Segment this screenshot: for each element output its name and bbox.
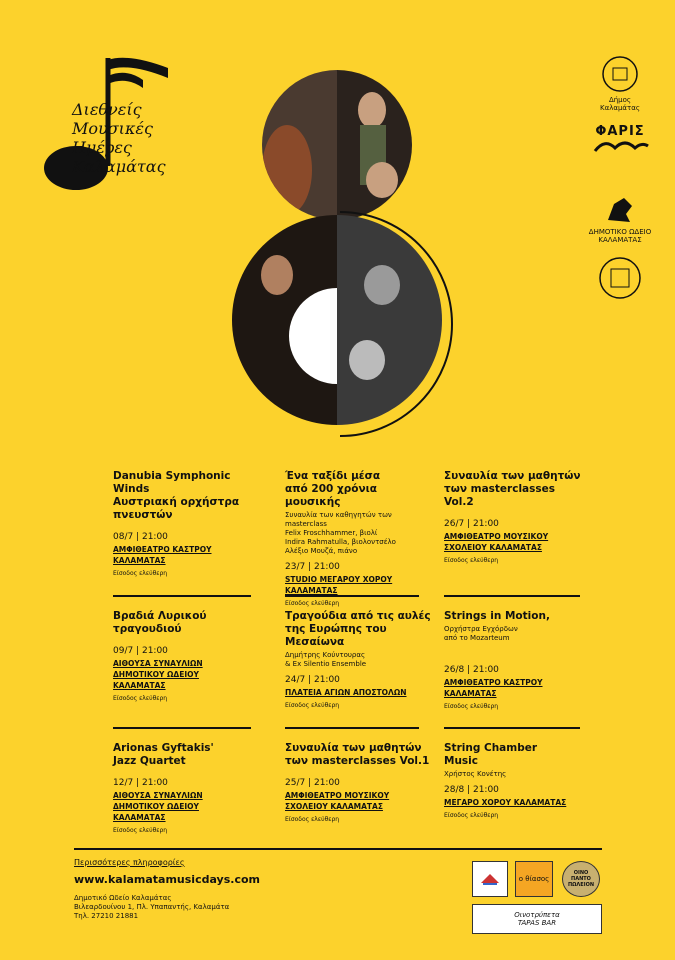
bottom-sponsor-1 bbox=[472, 861, 508, 897]
event-title: Συναυλία των μαθητών των masterclasses Vol.1 bbox=[285, 742, 430, 767]
event-venue: STUDIO ΜΕΓΑΡΟΥ ΧΟΡΟΥ ΚΑΛΑΜΑΤΑΣ bbox=[285, 575, 393, 595]
event-title: Βραδιά Λυρικού τραγουδιού bbox=[113, 610, 207, 635]
event-description: Δημήτρης Κούντουρας & Ex Silentio Ensemble bbox=[285, 651, 367, 668]
event-card bbox=[113, 470, 253, 577]
event-entry: Είσοδος ελεύθερη bbox=[285, 702, 340, 709]
association-seal-icon bbox=[597, 255, 643, 301]
event-venue: ΑΜΦΙΘΕΑΤΡΟ ΜΟΥΣΙΚΟΥ ΣΧΟΛΕΙΟΥ ΚΑΛΑΜΑΤΑΣ bbox=[285, 791, 390, 811]
divider bbox=[285, 595, 419, 597]
event-card bbox=[113, 742, 253, 834]
event-card bbox=[285, 470, 435, 607]
bottom-sponsor-oinotripeta bbox=[472, 904, 602, 934]
sponsor-label: ΟΙΝΟ ΠΑΝΤΟ ΠΩΛΕΙΟΝ bbox=[567, 870, 594, 888]
event-card bbox=[444, 470, 584, 564]
event-entry: Είσοδος ελεύθερη bbox=[285, 600, 340, 607]
event-date: 25/7 | 21:00 bbox=[285, 778, 340, 788]
event-date: 23/7 | 21:00 bbox=[285, 562, 340, 572]
event-card bbox=[285, 610, 435, 709]
bottom-sponsor-oino bbox=[562, 861, 600, 897]
event-date: 12/7 | 21:00 bbox=[113, 778, 168, 788]
wave-logo-icon bbox=[590, 136, 650, 156]
event-venue: ΑΜΦΙΘΕΑΤΡΟ ΚΑΣΤΡΟΥ ΚΑΛΑΜΑΤΑΣ bbox=[444, 678, 543, 698]
sponsor-label: ο θίασος bbox=[518, 875, 550, 883]
sponsor-label: ΦΑΡΙΣ bbox=[595, 124, 645, 139]
sponsor-logo-icon bbox=[479, 871, 501, 887]
sponsor-label: Δήμος Καλαμάτας bbox=[600, 96, 640, 112]
event-description: Χρήστος Κονέτης bbox=[444, 770, 507, 778]
divider bbox=[285, 727, 419, 729]
sponsor-label: ΔΗΜΟΤΙΚΟ ΩΔΕΙΟ ΚΑΛΑΜΑΤΑΣ bbox=[588, 228, 652, 244]
more-info-link[interactable]: Περισσότερες πληροφορίες bbox=[74, 858, 185, 867]
event-venue: ΑΜΦΙΘΕΑΤΡΟ ΚΑΣΤΡΟΥ ΚΑΛΑΜΑΤΑΣ bbox=[113, 545, 212, 565]
event-title: String Chamber Music bbox=[444, 742, 538, 767]
logo-line-1: Διεθνείς bbox=[72, 100, 142, 119]
event-venue: ΑΙΘΟΥΣΑ ΣΥΝΑΥΛΙΩΝ ΔΗΜΟΤΙΚΟΥ ΩΔΕΙΟΥ ΚΑΛΑΜΑΤΑΣ bbox=[113, 659, 203, 690]
festival-logo-text bbox=[72, 100, 166, 176]
event-card bbox=[285, 742, 435, 823]
event-entry: Είσοδος ελεύθερη bbox=[444, 557, 499, 564]
logo-line-4: Καλαμάτας bbox=[72, 157, 166, 176]
event-title: Τραγούδια από τις αυλές της Ευρώπης του Μεσαίωνα bbox=[285, 610, 431, 648]
event-date: 26/8 | 21:00 bbox=[444, 665, 499, 675]
event-description: Συναυλία των καθηγητών των masterclass Felix Froschhammer, βιολί Indira Rahmatulla, βιολοντσέλο Αλέξιο Μουζά, πιάνο bbox=[285, 511, 396, 555]
sponsor-faris bbox=[565, 124, 675, 158]
event-date: 28/8 | 21:00 bbox=[444, 785, 499, 795]
divider bbox=[444, 727, 580, 729]
event-date: 09/7 | 21:00 bbox=[113, 646, 168, 656]
event-venue: ΑΜΦΙΘΕΑΤΡΟ ΜΟΥΣΙΚΟΥ ΣΧΟΛΕΙΟΥ ΚΑΛΑΜΑΤΑΣ bbox=[444, 532, 549, 552]
sponsor-seal bbox=[565, 255, 675, 303]
event-venue: ΠΛΑΤΕΙΑ ΑΓΙΩΝ ΑΠΟΣΤΟΛΩΝ bbox=[285, 688, 407, 697]
seal-icon bbox=[600, 54, 640, 94]
footer-divider bbox=[74, 848, 602, 850]
divider bbox=[113, 595, 251, 597]
event-title: Strings in Motion, bbox=[444, 610, 550, 622]
event-title: Arionas Gyftakis' Jazz Quartet bbox=[113, 742, 214, 767]
divider bbox=[113, 727, 251, 729]
logo-line-2: Μουσικές bbox=[72, 119, 153, 138]
address-line: Βιλεαρδουίνου 1, Πλ. Υπαπαντής, Καλαμάτα bbox=[74, 903, 230, 911]
event-date: 26/7 | 21:00 bbox=[444, 519, 499, 529]
event-title: Συναυλία των μαθητών των masterclasses Vol.2 bbox=[444, 470, 581, 508]
sponsor-dimos-kalamatas bbox=[565, 54, 675, 112]
event-venue: ΜΕΓΑΡΟ ΧΟΡΟΥ ΚΑΛΑΜΑΤΑΣ bbox=[444, 798, 567, 807]
events-grid bbox=[113, 470, 583, 840]
event-description: Ορχήστρα Εγχόρδων από το Mozarteum bbox=[444, 625, 518, 642]
event-title: Danubia Symphonic Winds Αυστριακή ορχήστρα πνευστών bbox=[113, 470, 240, 521]
logo-line-3: Ημέρες bbox=[72, 138, 132, 157]
event-card bbox=[444, 742, 584, 819]
address-line: Τηλ. 27210 21881 bbox=[74, 912, 139, 920]
event-entry: Είσοδος ελεύθερη bbox=[113, 570, 168, 577]
event-entry: Είσοδος ελεύθερη bbox=[113, 827, 168, 834]
footer bbox=[74, 858, 260, 921]
website-link[interactable]: www.kalamatamusicdays.com bbox=[74, 873, 260, 886]
event-entry: Είσοδος ελεύθερη bbox=[444, 812, 499, 819]
address-block bbox=[74, 894, 260, 921]
musician-collage bbox=[232, 70, 462, 440]
sponsor-label: Οινοτρύπετα TAPAS BAR bbox=[514, 911, 560, 927]
event-entry: Είσοδος ελεύθερη bbox=[285, 816, 340, 823]
sponsor-dimotiko-odeio bbox=[565, 192, 675, 244]
event-title: Ένα ταξίδι μέσα από 200 χρόνια μουσικής bbox=[285, 470, 381, 508]
bottom-sponsor-o-thiasos bbox=[515, 861, 553, 897]
event-entry: Είσοδος ελεύθερη bbox=[113, 695, 168, 702]
event-date: 24/7 | 21:00 bbox=[285, 675, 340, 685]
event-card bbox=[444, 610, 584, 710]
event-entry: Είσοδος ελεύθερη bbox=[444, 703, 499, 710]
event-card bbox=[113, 610, 253, 702]
divider bbox=[444, 595, 580, 597]
address-line: Δημοτικό Ωδείο Καλαμάτας bbox=[74, 894, 172, 902]
event-date: 08/7 | 21:00 bbox=[113, 532, 168, 542]
event-venue: ΑΙΘΟΥΣΑ ΣΥΝΑΥΛΙΩΝ ΔΗΜΟΤΙΚΟΥ ΩΔΕΙΟΥ ΚΑΛΑΜΑΤΑΣ bbox=[113, 791, 203, 822]
horse-logo-icon bbox=[600, 192, 640, 226]
